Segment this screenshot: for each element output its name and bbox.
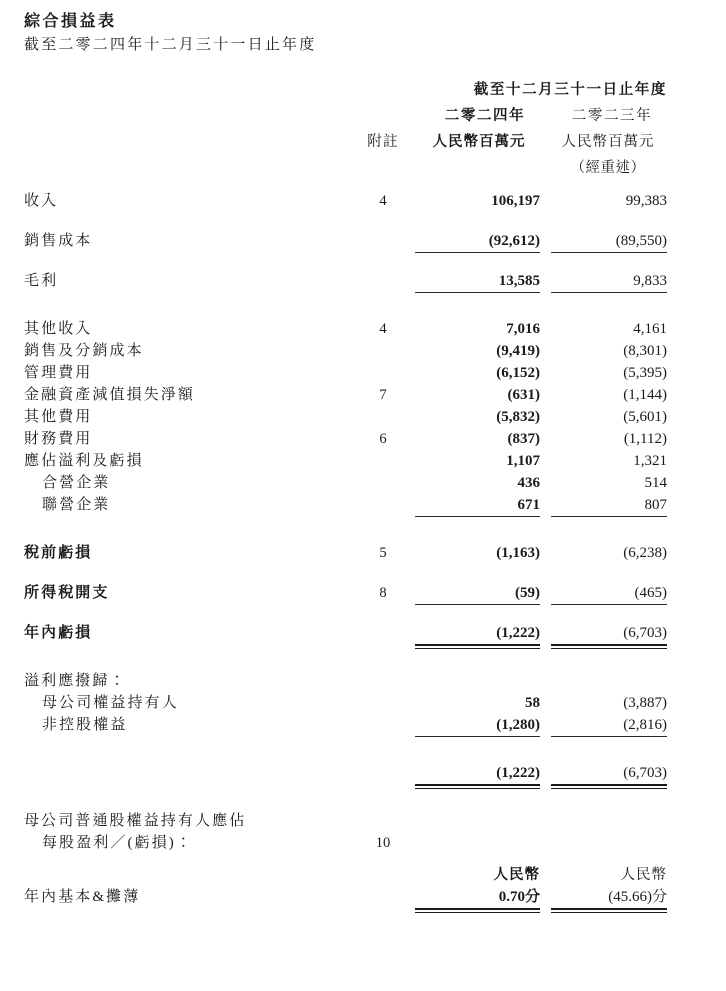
rule-column-2024 <box>415 252 540 253</box>
row-note: 10 <box>375 835 391 851</box>
column-header-year-2023: 二零二三年 <box>571 108 653 124</box>
row-value-2023: 99,383 <box>625 193 667 209</box>
column-header-restated: （經重述） <box>570 160 646 176</box>
row-value-2023: (45.66)分 <box>608 889 667 905</box>
row-value-2024: (837) <box>507 431 540 447</box>
row-label: 聯營企業 <box>42 497 111 513</box>
row-value-2023: (6,238) <box>623 545 667 561</box>
row-note: 4 <box>379 193 387 209</box>
table-row <box>0 384 726 406</box>
row-note: 5 <box>379 545 387 561</box>
rule-column-2023 <box>551 252 667 253</box>
row-label: 稅前虧損 <box>24 545 93 561</box>
row-value-2023: (5,601) <box>623 409 667 425</box>
table-row <box>0 670 726 692</box>
row-value-2023: (1,144) <box>623 387 667 403</box>
row-value-2023: (8,301) <box>623 343 667 359</box>
row-spacer <box>0 854 726 864</box>
row-label: 溢利應撥歸： <box>24 673 127 689</box>
row-value-2023: (1,112) <box>623 431 667 447</box>
table-row <box>0 318 726 340</box>
page-title: 綜合損益表 <box>24 13 117 30</box>
rule-column-2023 <box>551 736 667 737</box>
rule-column-2024 <box>415 644 540 646</box>
row-value-2023: (465) <box>634 585 667 601</box>
rule-column-2023 <box>551 604 667 605</box>
table-row <box>0 762 726 784</box>
row-value-2023: 514 <box>644 475 667 491</box>
row-value-2023: (3,887) <box>623 695 667 711</box>
row-note: 4 <box>379 321 387 337</box>
row-value-2023: (6,703) <box>623 625 667 641</box>
row-value-2024: 13,585 <box>498 273 540 289</box>
table-row <box>0 270 726 292</box>
row-value-2024: (59) <box>515 585 540 601</box>
rule-column-2024 <box>415 604 540 605</box>
row-label: 合營企業 <box>42 475 111 491</box>
table-row <box>0 886 726 908</box>
rule-column-2023 <box>551 908 667 910</box>
table-row <box>0 406 726 428</box>
rule-column-2024 <box>415 784 540 786</box>
row-value-2023: (89,550) <box>615 233 667 249</box>
row-spacer <box>0 292 726 318</box>
table-row <box>0 810 726 832</box>
row-value-2024: 0.70分 <box>498 889 540 905</box>
row-spacer <box>0 252 726 270</box>
row-spacer <box>0 212 726 230</box>
row-value-2024: 671 <box>517 497 540 513</box>
table-row <box>0 582 726 604</box>
rule-column-2024 <box>415 736 540 737</box>
table-row <box>0 714 726 736</box>
rule-column-2023 <box>551 292 667 293</box>
rule-column-2024 <box>415 908 540 910</box>
table-row <box>0 230 726 252</box>
table-row <box>0 450 726 472</box>
row-label: 其他費用 <box>24 409 93 425</box>
row-label: 年內基本&攤薄 <box>24 889 141 905</box>
row-label: 每股盈利／(虧損)： <box>42 835 193 851</box>
eps-currency-2023: 人民幣 <box>620 867 667 883</box>
row-value-2023: (2,816) <box>623 717 667 733</box>
row-value-2023: 1,321 <box>633 453 667 469</box>
row-note: 7 <box>379 387 387 403</box>
row-label: 所得稅開支 <box>24 585 110 601</box>
table-row <box>0 832 726 854</box>
row-value-2023: 9,833 <box>633 273 667 289</box>
table-row <box>0 472 726 494</box>
row-value-2024: (92,612) <box>488 233 540 249</box>
row-value-2024: 58 <box>525 695 540 711</box>
row-label: 銷售成本 <box>24 233 93 249</box>
table-row <box>0 692 726 714</box>
row-label: 管理費用 <box>24 365 93 381</box>
row-label: 年內虧損 <box>24 625 93 641</box>
column-header-unit-2023: 人民幣百萬元 <box>561 134 655 150</box>
row-value-2024: (6,152) <box>496 365 540 381</box>
column-header-unit-2024: 人民幣百萬元 <box>432 134 526 150</box>
row-value-2023: (5,395) <box>623 365 667 381</box>
row-label: 母公司普通股權益持有人應佔 <box>24 813 247 829</box>
eps-currency-2024: 人民幣 <box>493 867 540 883</box>
row-note: 6 <box>379 431 387 447</box>
row-label: 收入 <box>24 193 59 209</box>
row-label: 毛利 <box>24 273 59 289</box>
row-spacer <box>0 516 726 542</box>
row-label: 財務費用 <box>24 431 93 447</box>
table-row <box>0 864 726 886</box>
row-label: 母公司權益持有人 <box>42 695 179 711</box>
row-note: 8 <box>379 585 387 601</box>
rule-column-2024 <box>415 292 540 293</box>
row-value-2024: (1,222) <box>496 765 540 781</box>
row-value-2024: 7,016 <box>506 321 540 337</box>
table-row <box>0 622 726 644</box>
page-subtitle: 截至二零二四年十二月三十一日止年度 <box>24 37 317 53</box>
table-row <box>0 340 726 362</box>
row-value-2024: (9,419) <box>496 343 540 359</box>
column-header-year-2024: 二零二四年 <box>444 108 526 124</box>
row-label: 其他收入 <box>24 321 93 337</box>
table-row <box>0 494 726 516</box>
column-header-note: 附註 <box>367 134 399 150</box>
row-label: 金融資產減值損失淨額 <box>24 387 196 403</box>
row-value-2023: (6,703) <box>623 765 667 781</box>
row-value-2024: 436 <box>517 475 540 491</box>
row-label: 銷售及分銷成本 <box>24 343 144 359</box>
row-value-2024: 1,107 <box>506 453 540 469</box>
row-spacer <box>0 564 726 582</box>
statement-rows <box>0 190 726 908</box>
row-spacer <box>0 604 726 622</box>
table-row <box>0 428 726 450</box>
row-value-2024: 106,197 <box>491 193 540 209</box>
row-spacer <box>0 736 726 762</box>
rule-column-2024 <box>415 516 540 517</box>
row-value-2023: 807 <box>644 497 667 513</box>
rule-column-2023 <box>551 516 667 517</box>
table-row <box>0 190 726 212</box>
rule-column-2023 <box>551 644 667 646</box>
table-row <box>0 362 726 384</box>
table-row <box>0 542 726 564</box>
row-value-2023: 4,161 <box>633 321 667 337</box>
column-header-period: 截至十二月三十一日止年度 <box>473 82 667 98</box>
row-label: 非控股權益 <box>42 717 128 733</box>
row-value-2024: (1,163) <box>496 545 540 561</box>
row-value-2024: (1,280) <box>496 717 540 733</box>
row-value-2024: (1,222) <box>496 625 540 641</box>
row-label: 應佔溢利及虧損 <box>24 453 144 469</box>
row-value-2024: (631) <box>507 387 540 403</box>
rule-column-2023 <box>551 784 667 786</box>
row-value-2024: (5,832) <box>496 409 540 425</box>
